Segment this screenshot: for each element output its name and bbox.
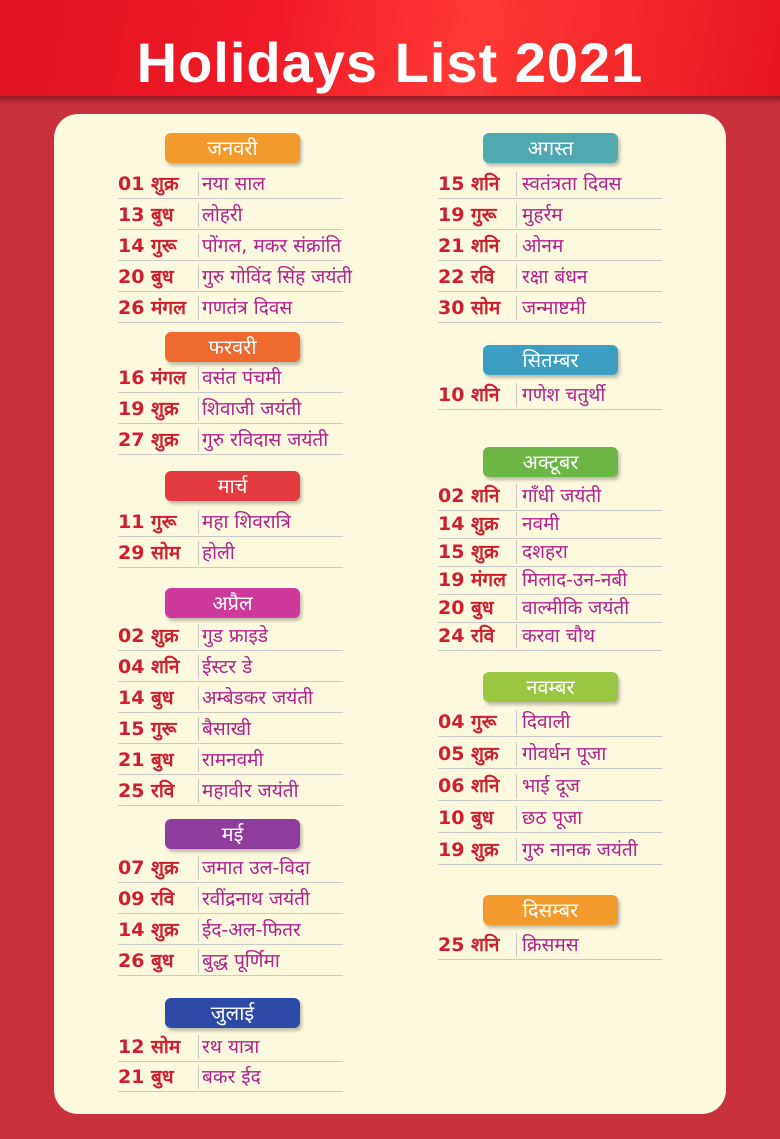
holiday-name: वसंत पंचमी bbox=[202, 367, 282, 389]
month-header-may: मई bbox=[165, 819, 300, 849]
holiday-row bbox=[118, 777, 343, 806]
column-divider bbox=[198, 172, 199, 196]
column-divider bbox=[198, 686, 199, 710]
holiday-date: 13 बुध bbox=[118, 204, 174, 226]
holiday-row bbox=[438, 482, 662, 511]
holiday-date: 12 सोम bbox=[118, 1036, 181, 1058]
holiday-name: क्रिसमस bbox=[522, 934, 579, 956]
column-divider bbox=[198, 296, 199, 320]
holiday-row bbox=[118, 294, 343, 323]
holiday-row bbox=[438, 381, 662, 410]
month-header-jan: जनवरी bbox=[165, 133, 300, 163]
holiday-row bbox=[438, 263, 662, 292]
column-divider bbox=[198, 918, 199, 942]
holiday-row bbox=[118, 1063, 343, 1092]
holiday-date: 19 शुक्र bbox=[438, 839, 499, 861]
column-divider bbox=[516, 296, 517, 320]
holiday-name: ईस्टर डे bbox=[202, 656, 253, 678]
holiday-row bbox=[438, 836, 662, 865]
column-divider bbox=[198, 234, 199, 258]
holiday-name: भाई दूज bbox=[522, 775, 580, 797]
holiday-date: 14 शुक्र bbox=[118, 919, 179, 941]
holiday-row bbox=[118, 263, 353, 292]
column-divider bbox=[516, 568, 517, 592]
column-divider bbox=[198, 856, 199, 880]
holiday-date: 15 शुक्र bbox=[438, 541, 499, 563]
month-header-dec: दिसम्बर bbox=[483, 895, 618, 925]
holiday-date: 30 सोम bbox=[438, 297, 501, 319]
holiday-row bbox=[118, 684, 343, 713]
column-divider bbox=[516, 742, 517, 766]
holiday-name: शिवाजी जयंती bbox=[202, 398, 302, 420]
holiday-date: 04 शनि bbox=[118, 656, 180, 678]
holiday-row bbox=[118, 854, 343, 883]
holiday-date: 14 शुक्र bbox=[438, 513, 499, 535]
holiday-date: 06 शनि bbox=[438, 775, 500, 797]
holiday-row bbox=[118, 426, 343, 455]
holiday-row bbox=[438, 931, 662, 960]
holiday-row bbox=[118, 1033, 343, 1062]
holiday-name: नवमी bbox=[522, 513, 560, 535]
holiday-row bbox=[438, 622, 662, 651]
holiday-row bbox=[118, 653, 343, 682]
column-divider bbox=[198, 366, 199, 390]
holiday-name: जमात उल-विदा bbox=[202, 857, 310, 879]
column-divider bbox=[198, 717, 199, 741]
holiday-name: मिलाद-उन-नबी bbox=[522, 569, 628, 591]
holiday-name: गुरु गोविंद सिंह जयंती bbox=[202, 266, 353, 288]
column-divider bbox=[516, 265, 517, 289]
holiday-name: ईद-अल-फितर bbox=[202, 919, 301, 941]
month-header-oct: अक्टूबर bbox=[483, 447, 618, 477]
holiday-name: गणेश चतुर्थी bbox=[522, 384, 606, 406]
holiday-date: 25 शनि bbox=[438, 934, 500, 956]
holiday-name: ओनम bbox=[522, 235, 564, 257]
holiday-name: महा शिवरात्रि bbox=[202, 511, 291, 533]
holiday-name: गोवर्धन पूजा bbox=[522, 743, 607, 765]
holiday-name: रक्षा बंधन bbox=[522, 266, 588, 288]
holiday-name: नया साल bbox=[202, 173, 266, 195]
column-divider bbox=[516, 933, 517, 957]
holiday-date: 02 शुक्र bbox=[118, 625, 179, 647]
holiday-date: 19 मंगल bbox=[438, 569, 506, 591]
holiday-date: 20 बुध bbox=[118, 266, 174, 288]
holiday-date: 19 शुक्र bbox=[118, 398, 179, 420]
holiday-name: रवींद्रनाथ जयंती bbox=[202, 888, 310, 910]
holiday-name: गुरु नानक जयंती bbox=[522, 839, 638, 861]
holiday-name: गणतंत्र दिवस bbox=[202, 297, 293, 319]
holiday-row bbox=[118, 622, 343, 651]
month-header-aug: अगस्त bbox=[483, 133, 618, 163]
holiday-name: दिवाली bbox=[522, 711, 571, 733]
holiday-name: मुहर्रम bbox=[522, 204, 563, 226]
holiday-date: 29 सोम bbox=[118, 542, 181, 564]
holiday-row bbox=[118, 395, 343, 424]
column-divider bbox=[198, 541, 199, 565]
page-title: Holidays List 2021 bbox=[136, 31, 644, 94]
holiday-date: 11 गुरू bbox=[118, 511, 177, 533]
month-header-sep: सितम्बर bbox=[483, 345, 618, 375]
holiday-name: रथ यात्रा bbox=[202, 1036, 260, 1058]
column-divider bbox=[516, 203, 517, 227]
holiday-row bbox=[118, 539, 343, 568]
holiday-date: 22 रवि bbox=[438, 266, 495, 288]
holiday-name: अम्बेडकर जयंती bbox=[202, 687, 313, 709]
holiday-date: 21 बुध bbox=[118, 749, 174, 771]
column-divider bbox=[516, 774, 517, 798]
holiday-date: 24 रवि bbox=[438, 625, 495, 647]
holiday-row bbox=[118, 201, 343, 230]
holiday-name: गुड फ्राइडे bbox=[202, 625, 268, 647]
holiday-row bbox=[438, 538, 662, 567]
holiday-row bbox=[118, 364, 343, 393]
holiday-date: 15 गुरू bbox=[118, 718, 177, 740]
holiday-name: वाल्मीकि जयंती bbox=[522, 597, 630, 619]
column-divider bbox=[198, 748, 199, 772]
holiday-date: 04 गुरू bbox=[438, 711, 497, 733]
holiday-row bbox=[118, 508, 343, 537]
column-divider bbox=[198, 203, 199, 227]
column-divider bbox=[198, 397, 199, 421]
holiday-row bbox=[118, 170, 343, 199]
holiday-name: लोहरी bbox=[202, 204, 243, 226]
holiday-date: 25 रवि bbox=[118, 780, 175, 802]
holiday-date: 07 शुक्र bbox=[118, 857, 179, 879]
holiday-date: 02 शनि bbox=[438, 485, 500, 507]
month-header-nov: नवम्बर bbox=[483, 672, 618, 702]
column-divider bbox=[516, 806, 517, 830]
holiday-date: 01 शुक्र bbox=[118, 173, 179, 195]
holiday-row bbox=[118, 947, 343, 976]
holiday-row bbox=[118, 715, 343, 744]
holiday-row bbox=[438, 232, 662, 261]
holiday-row bbox=[438, 294, 662, 323]
holiday-date: 26 बुध bbox=[118, 950, 174, 972]
holiday-date: 16 मंगल bbox=[118, 367, 186, 389]
holiday-row bbox=[118, 916, 343, 945]
month-header-apr: अप्रैल bbox=[165, 588, 300, 618]
holiday-row bbox=[118, 232, 343, 261]
holiday-date: 26 मंगल bbox=[118, 297, 186, 319]
holiday-name: स्वतंत्रता दिवस bbox=[522, 173, 622, 195]
holiday-name: जन्माष्टमी bbox=[522, 297, 586, 319]
holiday-row bbox=[438, 708, 662, 737]
column-divider bbox=[198, 779, 199, 803]
column-divider bbox=[198, 1065, 199, 1089]
holiday-name: गाँधी जयंती bbox=[522, 485, 602, 507]
holiday-row bbox=[438, 201, 662, 230]
column-divider bbox=[516, 710, 517, 734]
column-divider bbox=[516, 512, 517, 536]
month-header-mar: मार्च bbox=[165, 471, 300, 501]
holiday-name: बकर ईद bbox=[202, 1066, 261, 1088]
holiday-date: 14 गुरू bbox=[118, 235, 177, 257]
column-divider bbox=[516, 596, 517, 620]
holiday-date: 05 शुक्र bbox=[438, 743, 499, 765]
column-divider bbox=[198, 949, 199, 973]
holiday-row bbox=[438, 740, 662, 769]
holiday-date: 27 शुक्र bbox=[118, 429, 179, 451]
holiday-date: 20 बुध bbox=[438, 597, 494, 619]
column-divider bbox=[198, 265, 199, 289]
holiday-name: छठ पूजा bbox=[522, 807, 583, 829]
column-divider bbox=[516, 383, 517, 407]
holiday-row bbox=[438, 772, 662, 801]
holiday-name: बैसाखी bbox=[202, 718, 252, 740]
holiday-row bbox=[118, 746, 343, 775]
holiday-date: 15 शनि bbox=[438, 173, 500, 195]
holiday-name: रामनवमी bbox=[202, 749, 264, 771]
holiday-row bbox=[438, 594, 662, 623]
holiday-name: गुरु रविदास जयंती bbox=[202, 429, 329, 451]
holiday-name: दशहरा bbox=[522, 541, 568, 563]
column-divider bbox=[198, 624, 199, 648]
column-divider bbox=[516, 540, 517, 564]
holiday-row bbox=[438, 170, 662, 199]
column-divider bbox=[198, 428, 199, 452]
holiday-date: 14 बुध bbox=[118, 687, 174, 709]
holiday-row bbox=[438, 566, 662, 595]
column-divider bbox=[516, 624, 517, 648]
holiday-date: 10 बुध bbox=[438, 807, 494, 829]
holiday-row bbox=[438, 804, 662, 833]
column-divider bbox=[516, 172, 517, 196]
holiday-name: करवा चौथ bbox=[522, 625, 596, 647]
holiday-date: 21 बुध bbox=[118, 1066, 174, 1088]
column-divider bbox=[198, 1035, 199, 1059]
holiday-date: 21 शनि bbox=[438, 235, 500, 257]
column-divider bbox=[516, 484, 517, 508]
holiday-name: होली bbox=[202, 542, 235, 564]
holiday-name: पोंगल, मकर संक्रांति bbox=[202, 235, 342, 257]
holiday-name: महावीर जयंती bbox=[202, 780, 299, 802]
holiday-row bbox=[438, 510, 662, 539]
column-divider bbox=[198, 887, 199, 911]
month-header-jul: जुलाई bbox=[165, 998, 300, 1028]
month-header-feb: फरवरी bbox=[165, 332, 300, 362]
column-divider bbox=[198, 655, 199, 679]
holiday-date: 10 शनि bbox=[438, 384, 500, 406]
holiday-date: 09 रवि bbox=[118, 888, 175, 910]
column-divider bbox=[198, 510, 199, 534]
column-divider bbox=[516, 234, 517, 258]
holiday-name: बुद्ध पूर्णिमा bbox=[202, 950, 280, 972]
column-divider bbox=[516, 838, 517, 862]
holiday-date: 19 गुरू bbox=[438, 204, 497, 226]
holiday-row bbox=[118, 885, 343, 914]
